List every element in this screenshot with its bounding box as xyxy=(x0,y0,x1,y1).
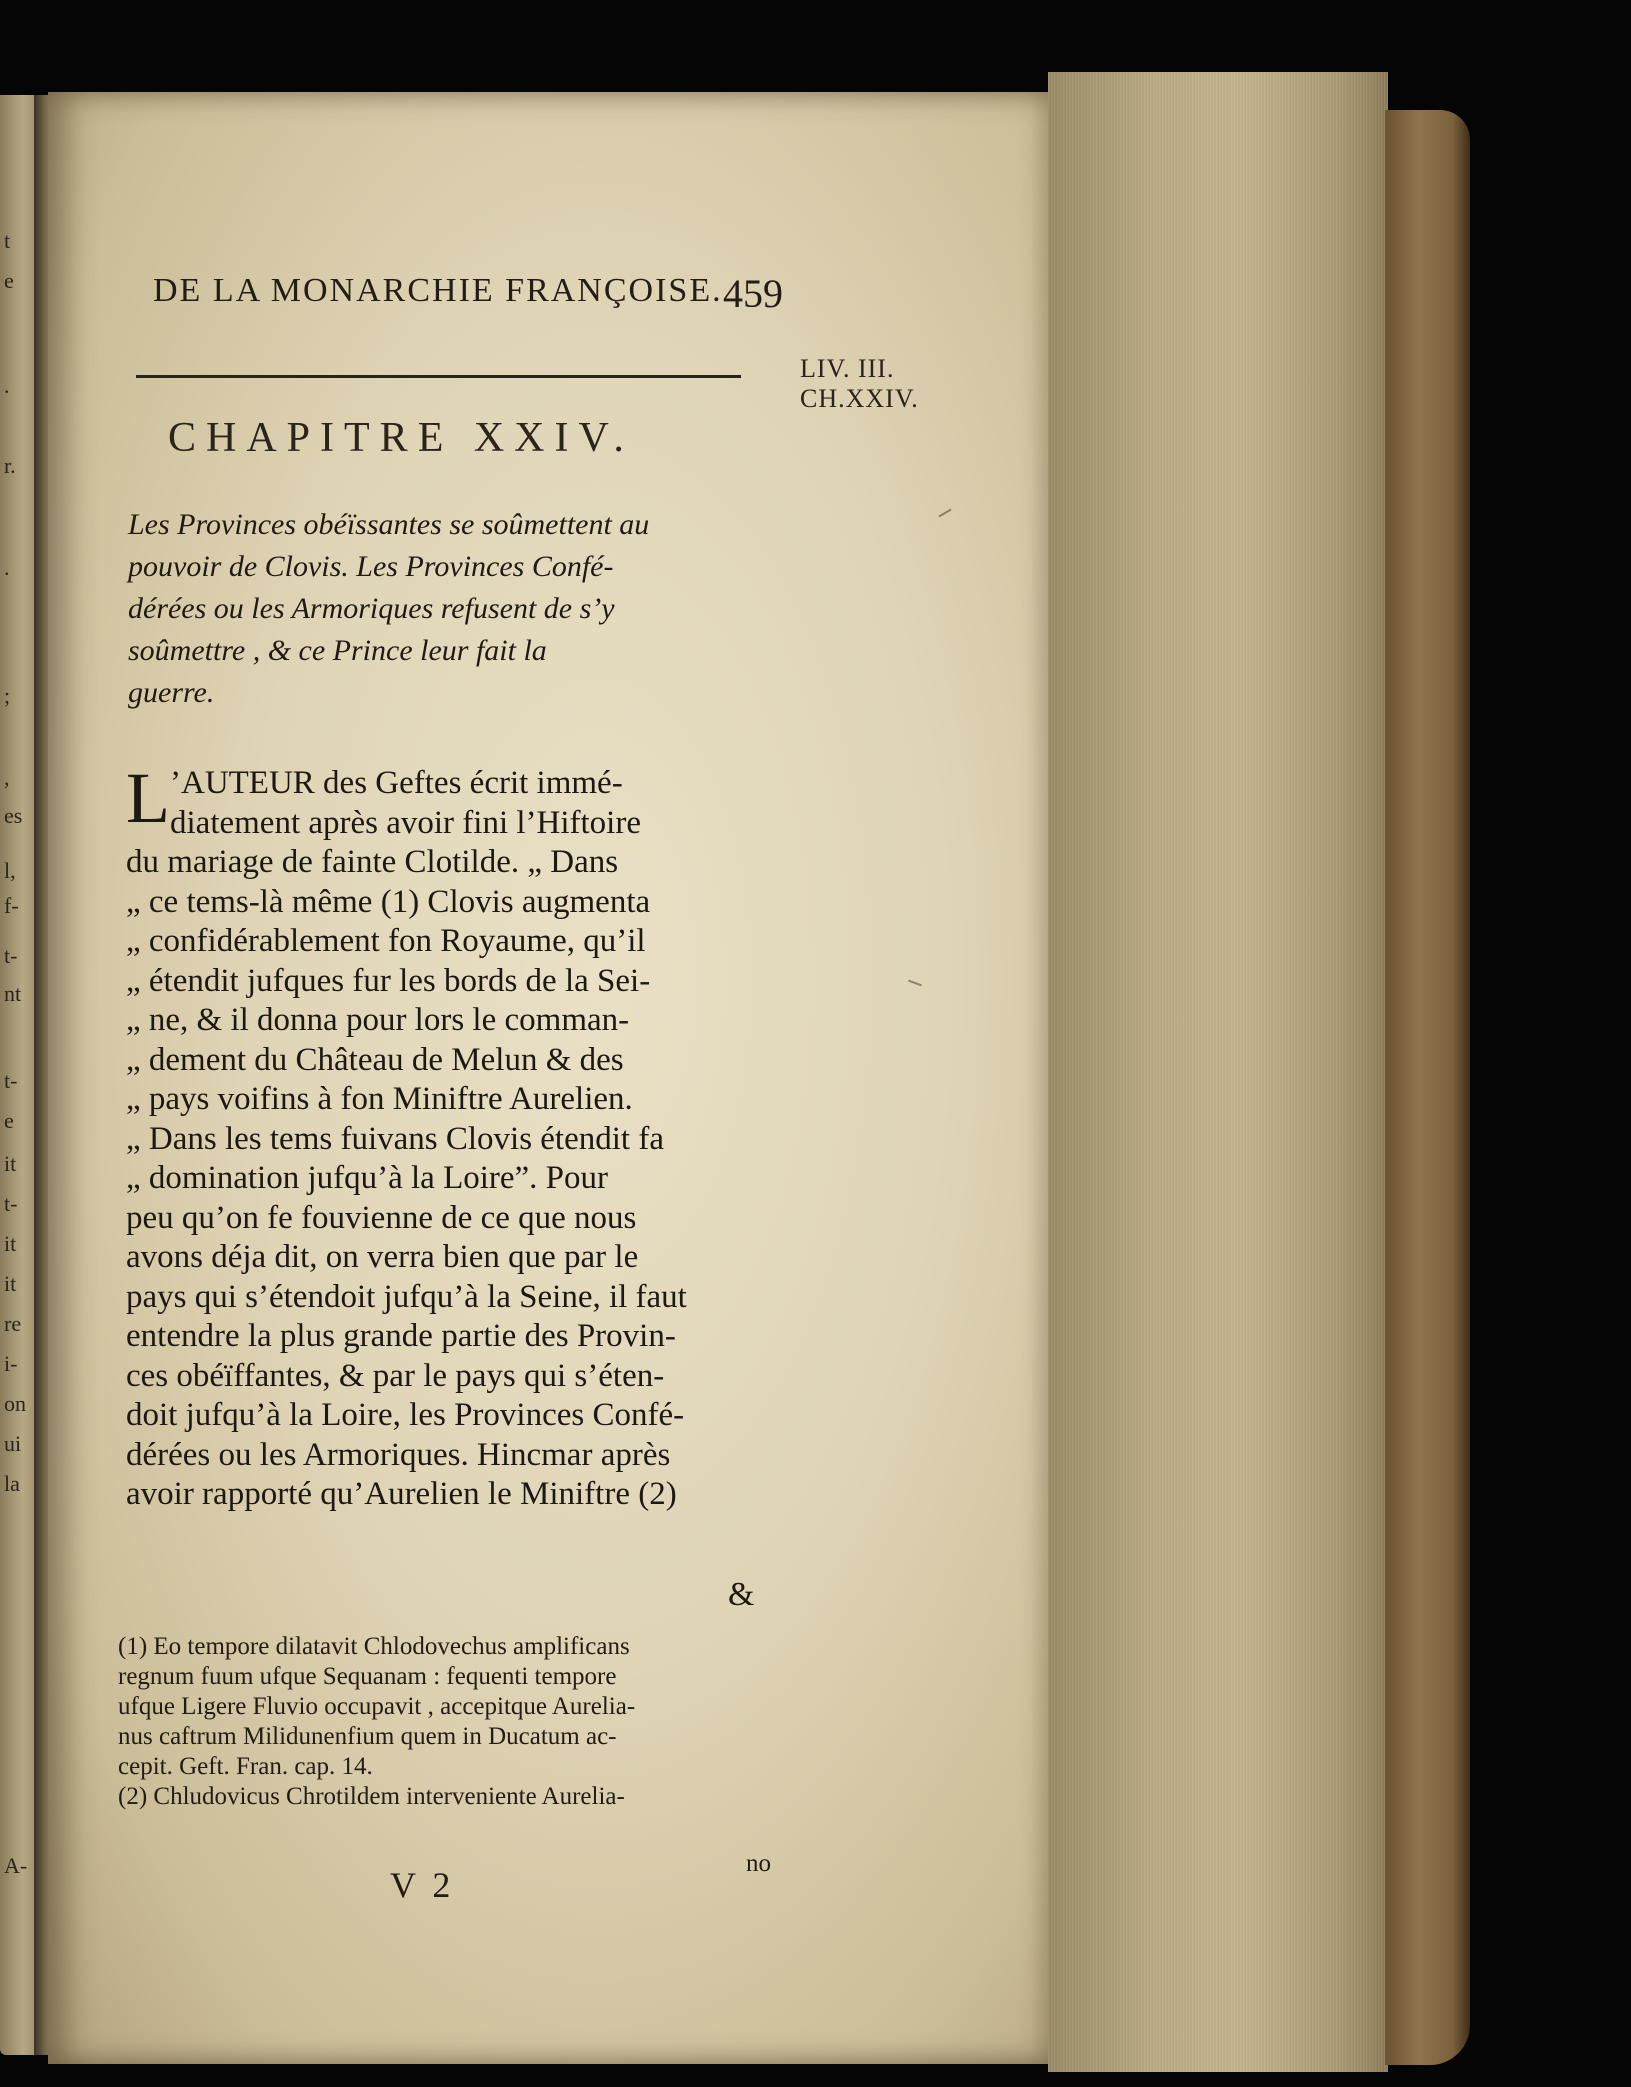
body-line: avons déja dit, on verra bien que par le xyxy=(126,1239,639,1275)
summary-line: dérées ou les Armoriques refusent de s’y xyxy=(128,592,615,625)
book-cover-spine xyxy=(1385,110,1470,2065)
book-page xyxy=(48,92,1048,2064)
prev-page-fragment: on xyxy=(4,1391,26,1416)
prev-page-fragment: t xyxy=(4,228,11,253)
body-line: ces obéïffantes, & par le pays qui s’éten- xyxy=(126,1357,665,1394)
running-head: DE LA MONARCHIE FRANÇOISE. xyxy=(153,272,723,309)
prev-page-fragment: nt xyxy=(4,981,22,1006)
body-line: pays qui s’étendoit jufqu’à la Seine, il faut xyxy=(126,1278,687,1315)
body-text xyxy=(126,758,791,1515)
footnote-line: nus caftrum Milidunenfium quem in Ducatum ac- xyxy=(118,1723,617,1750)
footnote-line: cepit. Geft. Fran. cap. 14. xyxy=(118,1753,373,1780)
prev-page-fragment: t- xyxy=(4,1191,18,1216)
margin-note-chapter: CH.XXIV. xyxy=(800,384,919,413)
body-line: peu qu’on fe fouvienne de ce que nous xyxy=(126,1199,637,1236)
body-line: avoir rapporté qu’Aurelien le Miniftre (2) xyxy=(126,1476,677,1512)
prev-page-fragment: re xyxy=(4,1311,22,1336)
prev-page-fragment: . xyxy=(4,373,10,398)
page-number: 459 xyxy=(723,271,783,316)
drop-cap: L xyxy=(126,758,170,838)
footnote-line: (1) Eo tempore dilatavit Chlodovechus amplificans xyxy=(118,1633,630,1660)
body-line: entendre la plus grande partie des Provin- xyxy=(126,1318,676,1354)
page-text xyxy=(48,92,1048,2064)
prev-page-fragment: t- xyxy=(4,943,18,968)
header-rule xyxy=(136,375,741,378)
summary-line: guerre. xyxy=(128,676,215,709)
previous-page-edge xyxy=(0,95,38,2055)
footnotes xyxy=(118,1632,788,1812)
body-line: „ ce tems-là même (1) Clovis augmenta xyxy=(126,883,651,920)
prev-page-fragment: A- xyxy=(4,1853,28,1878)
summary-line: Les Provinces obéïssantes se soûmettent au xyxy=(128,508,650,541)
body-line: dérées ou les Armoriques. Hincmar après xyxy=(126,1436,671,1473)
prev-page-fragment: . xyxy=(4,555,10,580)
prev-page-fragment: , xyxy=(4,765,10,790)
summary-line: pouvoir de Clovis. Les Provinces Confé- xyxy=(128,550,614,583)
summary-line: soûmettre , & ce Prince leur fait la xyxy=(128,634,547,667)
catchword: & xyxy=(728,1576,755,1613)
prev-page-fragment: ; xyxy=(4,683,11,708)
footnote-line: ufque Ligere Fluvio occupavit , accepitque Aurelia- xyxy=(118,1693,636,1720)
page-edges xyxy=(1048,72,1388,2072)
body-line: „ Dans les tems fuivans Clovis étendit fa xyxy=(126,1120,664,1157)
prev-page-fragment: es xyxy=(4,803,23,828)
body-line: du mariage de fainte Clotilde. „ Dans xyxy=(126,844,619,880)
prev-page-fragment: it xyxy=(4,1271,17,1296)
prev-page-fragment: it xyxy=(4,1151,17,1176)
paper-mark xyxy=(938,509,951,518)
prev-page-fragment: e xyxy=(4,268,14,293)
prev-page-fragment: f- xyxy=(4,893,19,918)
body-line: ’AUTEUR des Geftes écrit immé- xyxy=(170,765,623,801)
prev-page-fragment: l, xyxy=(4,858,16,883)
body-line: diatement après avoir fini l’Hiftoire xyxy=(170,804,641,841)
body-line: doit jufqu’à la Loire, les Provinces Confé- xyxy=(126,1397,685,1433)
body-line: „ étendit jufques fur les bords de la Sei- xyxy=(126,962,651,999)
body-line: „ ne, & il donna pour lors le comman- xyxy=(126,1002,630,1038)
footnote-line: (2) Chludovicus Chrotildem interveniente Aurelia- xyxy=(118,1783,625,1810)
body-line: „ dement du Château de Melun & des xyxy=(126,1041,624,1078)
prev-page-fragment: ui xyxy=(4,1431,22,1456)
margin-note xyxy=(800,354,940,414)
prev-page-fragment: i- xyxy=(4,1351,18,1376)
body-line: „ pays voifins à fon Miniftre Aurelien. xyxy=(126,1081,633,1117)
prev-page-fragment: t- xyxy=(4,1068,18,1093)
footnote-catchword: no xyxy=(746,1850,771,1877)
chapter-title: CHAPITRE XXIV. xyxy=(168,415,634,461)
prev-page-fragment: e xyxy=(4,1108,14,1133)
body-line: „ confidérablement fon Royaume, qu’il xyxy=(126,923,646,959)
signature-mark: V 2 xyxy=(390,1865,455,1905)
footnote-line: regnum fuum ufque Sequanam : fequenti tempore xyxy=(118,1663,617,1690)
paper-mark xyxy=(908,980,922,987)
margin-note-book: LIV. III. xyxy=(800,354,895,383)
prev-page-fragment: it xyxy=(4,1231,17,1256)
prev-page-fragment: r. xyxy=(4,453,16,478)
prev-page-fragment: la xyxy=(4,1471,20,1496)
body-line: „ domination jufqu’à la Loire”. Pour xyxy=(126,1160,609,1196)
chapter-summary xyxy=(128,504,788,714)
